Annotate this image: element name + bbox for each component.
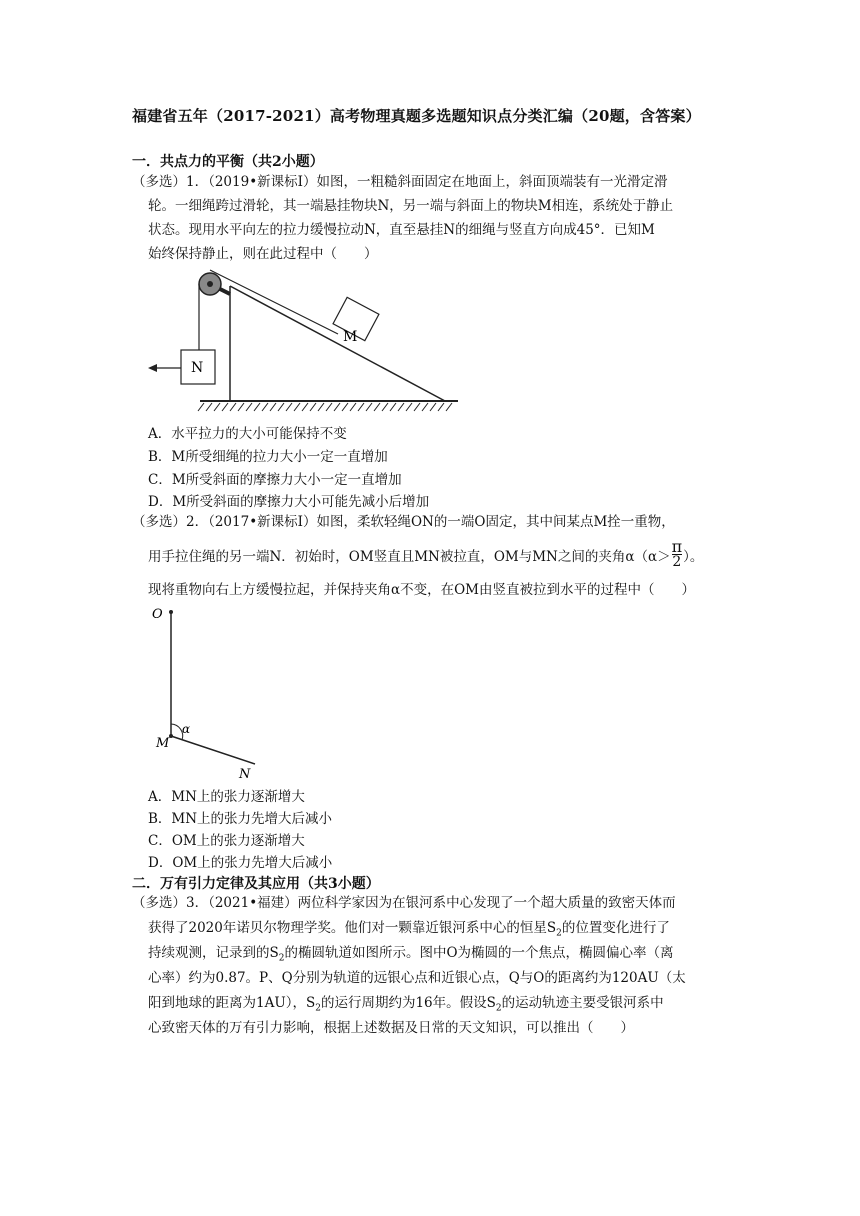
q1-line-4: 始终保持静止，则在此过程中（ ）: [148, 246, 378, 262]
q2-fraction-den: 2: [672, 554, 682, 570]
q3-line-2-text: 获得了2020年诺贝尔物理学奖。他们对一颗靠近银河系中心的恒星S: [148, 920, 557, 936]
q2-label-alpha: α: [182, 722, 191, 736]
section-heading-1: 一．共点力的平衡（共2小题）: [132, 154, 324, 170]
q2-figure-rope: [145, 602, 285, 784]
section-heading-2: 二．万有引力定律及其应用（共3小题）: [132, 876, 380, 892]
q3-line-5-mid: 的运行周期约为16年。假设S: [320, 995, 496, 1011]
q2-label-n: N: [239, 767, 251, 782]
q2-fraction-num: π: [671, 537, 683, 556]
q3-line-2: [148, 918, 670, 944]
q3-line-5-sub2: 2: [495, 1003, 502, 1014]
q2-option-c: C．OM上的张力逐渐增大: [148, 833, 305, 849]
q3-line-5: [148, 993, 664, 1019]
q1-figure-incline-pulley: [140, 264, 470, 414]
q3-line-1: （多选）3．（2021•福建）两位科学家因为在银河系中心发现了一个超大质量的致密天体而: [132, 895, 676, 911]
q3-line-4: 心率）约为0.87。P、Q分别为轨道的远银心点和近银心点，Q与O的距离约为120AU（太: [148, 970, 686, 986]
q1-label-n: N: [191, 360, 204, 376]
q2-line-2-end: ）。: [683, 549, 704, 565]
q2-line-2-text: 用手拉住绳的另一端N．初始时，OM竖直且MN被拉直，OM与MN之间的夹角α（α＞: [148, 549, 671, 565]
q1-option-c: C．M所受斜面的摩擦力大小一定一直增加: [148, 472, 402, 488]
q2-line-1: （多选）2．（2017•新课标Ⅰ）如图，柔软轻绳ON的一端O固定，其中间某点M拴一重物，: [132, 514, 675, 530]
q2-line-3: 现将重物向右上方缓慢拉起，并保持夹角α不变，在OM由竖直被拉到水平的过程中（ ）: [148, 582, 696, 598]
q3-line-5-sub: 2: [315, 1003, 321, 1014]
q1-line-3: 状态。现用水平向左的拉力缓慢拉动N，直至悬挂N的细绳与竖直方向成45°．已知M: [148, 222, 655, 238]
q1-option-a: A．水平拉力的大小可能保持不变: [148, 426, 347, 442]
q2-label-m: M: [156, 736, 170, 751]
q3-line-5-text: 阳到地球的距离为1AU），S: [148, 995, 316, 1011]
q2-fraction: [672, 539, 683, 570]
q3-line-2-sub: 2: [556, 928, 562, 939]
q3-line-3: [148, 943, 674, 969]
q3-line-3-text: 持续观测，记录到的S: [148, 945, 279, 961]
q2-label-o: O: [152, 607, 163, 622]
q3-line-3-sub: 2: [278, 953, 285, 964]
q2-option-a: A．MN上的张力逐渐增大: [148, 789, 305, 805]
q1-line-2: 轮。一细绳跨过滑轮，其一端悬挂物块N，另一端与斜面上的物块M相连，系统处于静止: [148, 198, 674, 214]
q1-label-m: M: [343, 329, 358, 345]
q2-option-b: B．MN上的张力先增大后减小: [148, 811, 333, 827]
q3-line-2-end: 的位置变化进行了: [561, 920, 670, 936]
q3-line-3-end: 的椭圆轨道如图所示。图中O为椭圆的一个焦点，椭圆偏心率（离: [284, 945, 674, 961]
q1-option-d: D．M所受斜面的摩擦力大小可能先减小后增加: [148, 494, 430, 510]
q2-line-2: [148, 537, 704, 573]
q3-line-6: 心致密天体的万有引力影响，根据上述数据及日常的天文知识，可以推出（ ）: [148, 1020, 634, 1036]
q1-option-b: B．M所受细绳的拉力大小一定一直增加: [148, 449, 388, 465]
page-title: 福建省五年（2017-2021）高考物理真题多选题知识点分类汇编（20题，含答案）: [132, 107, 701, 125]
q2-option-d: D．OM上的张力先增大后减小: [148, 855, 333, 871]
q3-line-5-end: 的运动轨迹主要受银河系中: [501, 995, 664, 1011]
q1-line-1: （多选）1．（2019•新课标Ⅰ）如图，一粗糙斜面固定在地面上，斜面顶端装有一光滑定滑: [132, 174, 668, 190]
